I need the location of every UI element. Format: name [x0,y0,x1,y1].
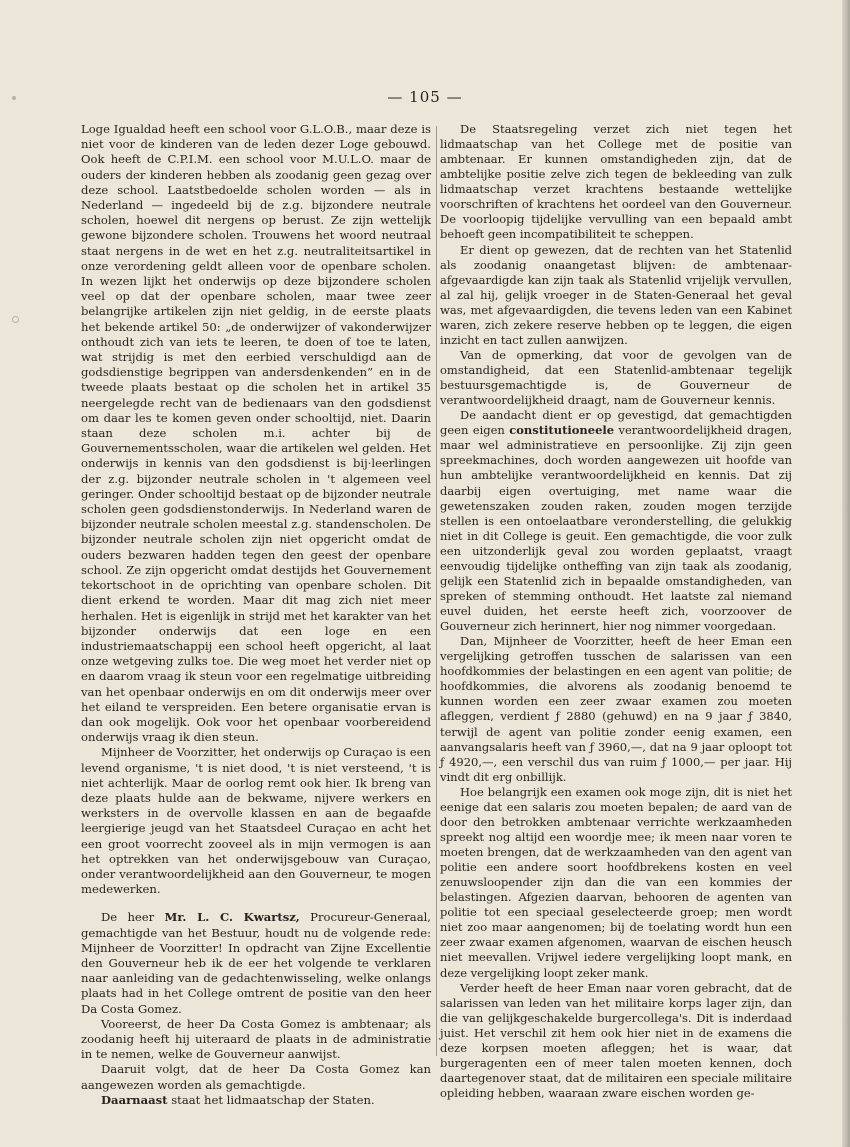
paragraph: Hoe belangrijk een examen ook moge zijn, dit is niet het eenige dat een salaris zou moeten bepalen; de aard van de door den betrokken ambtenaar verrichte werkzaamheden spreekt nog altijd een woordje mee; ik meen naar voren te moeten brengen, dat de werkzaamheden van den agent van politie een andere soort hoofdbrekens kosten en veel zenuwsloopender zijn dan die van een kommies der belastingen. Afgezien daarvan, behooren de agenten van politie tot een speciaal geselecteerde groep; men wordt niet zoo maar aangenomen; bij de toelating wordt hun een zeer zwaar examen afgenomen, waarvan de eischen heusch niet meevallen. Vrijwel iedere vergelijking loopt mank, en deze vergelijking loopt zeker mank. [440,784,792,980]
paragraph: Vooreerst, de heer Da Costa Gomez is ambtenaar; als zoodanig heeft hij uiteraard de plaats in de administratie in te nemen, welke de Gouverneur aanwijst. [81,1016,431,1062]
constitutional-after: verantwoordelijkheid dragen, maar wel administratieve en persoonlijke. Zij zijn geen spreekmachines, doch worden aangewezen uit hoofde van hun ambtelijke verantwoordelijkheid en kennis. Dat zij daarbij eigen overtuiging, met name waar die gewetenszaken zouden raken, zouden mogen terzijde stellen is een ontoelaatbare veronderstelling, die gelukkig niet in dit College is geuit. Een gemachtigde, die voor zulk een uitzonderlijk geval zou worden geplaatst, vraagt eenvoudig tijdelijke ontheffing van zijn taak als zoodanig, gelijk een Statenlid zich in bepaalde omstandigheden, van spreken of stemming onthoudt. Het laatste zal niemand euvel duiden, het eerste heeft zich, voorzoover de Gouverneur zich herinnert, hier nog nimmer voorgedaan. [440,423,792,634]
paragraph: Verder heeft de heer Eman naar voren gebracht, dat de salarissen van leden van het militaire korps lager zijn, dan die van gelijkgeschakelde burgercollega's. Dit is inderdaad juist. Het verschil zit hem ook hier niet in de examens die deze korpsen moeten afleggen; het is waar, dat burgeragenten een of meer talen moeten kennen, doch daartegenover staat, dat de militairen een speciale militaire opleiding hebben, waaraan zware eischen worden ge- [440,980,792,1100]
bold-lead: Daarnaast [101,1092,168,1107]
paragraph: Daaruit volgt, dat de heer Da Costa Gomez kan aangewezen worden als gemachtigde. [81,1062,431,1092]
final-paragraph-rest: staat het lidmaatschap der Staten. [167,1092,375,1107]
paragraph: Van de opmerking, dat voor de gevolgen van de omstandigheid, dat een Statenlid-ambtenaar tegelijk bestuursgemachtigde is, de Gouverneur de verantwoordelijkheid draagt, nam de Gouverneur kennis. [440,347,792,408]
speaker-name: Mr. L. C. Kwartsz, [164,910,300,925]
right-column [440,122,792,1101]
paragraph: Loge Igualdad heeft een school voor G.L.O.B., maar deze is niet voor de kinderen van de leden dezer Loge gebouwd. Ook heeft de C.P.I.M. een school voor M.U.L.O. maar de ouders der kinderen hebben als zoodanig geen gezag over deze school. Laatstbedoelde scholen worden — als in Nederland — ingedeeld bij de z.g. bijzondere neutrale scholen, hoewel dit nergens op berust. Ze zijn wettelijk gewone bijzondere scholen. Trouwens het woord neutraal staat nergens in de wet en het z.g. neutraliteitsartikel in onze verordening geldt alleen voor de openbare scholen. In wezen lijkt het onderwijs op deze bijzondere scholen veel op dat der openbare scholen, maar twee zeer belangrijke artikelen zijn niet geldig, in de eerste plaats het bekende artikel 50: „de onderwijzer of vakonderwijzer onthoudt zich van iets te leeren, te doen of toe te laten, wat strijdig is met den eerbied verschuldigd aan de godsdienstige begrippen van andersdenkenden” en in de tweede plaats bestaat op die scholen het in artikel 35 neergelegde recht van de bedienaars van den godsdienst om daar les te komen geven onder schooltijd, niet. Daarin staan deze scholen m.i. achter bij de Gouvernementsscholen, waar die artikelen wel gelden. Het onderwijs in kennis van den godsdienst is bij·leerlingen der z.g. bijzonder neutrale scholen in 't algemeen veel geringer. Onder schooltijd bestaat op de bijzonder neutrale scholen geen godsdienstonderwijs. In Nederland waren de bijzonder neutrale scholen meestal z.g. standenscholen. De bijzonder neutrale scholen zijn niet opgericht omdat de ouders bezwaren hadden tegen den geest der openbare school. Ze zijn opgericht omdat destijds het Gouvernement tekortschoot in de oprichting van openbare scholen. Dit dient erkend te worden. Maar dit mag zich niet meer herhalen. Het is eigenlijk in strijd met het karakter van het bijzonder onderwijs dat een loge en een industriemaatschappij een school heeft opgericht, al laat onze wetgeving zulks toe. Die weg moet het verder niet op en daarom vraag ik steun voor een regelmatige uitbreiding van het openbaar onderwijs en om dit onderwijs meer over het eiland te verspreiden. Een betere organisatie ervan is dan ook mogelijk. Ook voor het openbaar voorbereidend onderwijs vraag ik dien steun. [81,122,431,745]
speaker-intro-before: De heer [101,910,165,925]
paragraph: Mijnheer de Voorzitter, het onderwijs op Curaçao is een levend organisme, 't is niet dood, 't is niet versteend, 't is niet achterlijk. Maar de oorlog remt ook hier. Ik breng van deze plaats hulde aan de bekwame, nijvere werkers en werksters in de overvolle klassen en aan de begaafde leergierige jeugd van het Staatsdeel Curaçao en acht het een groot voorrecht zooveel als in mijn vermogen is aan het optrekken van het onderwijsgebouw van Curaçao, onder verantwoordelijkheid aan den Gouverneur, te mogen medewerken. [81,745,431,897]
paragraph: De Staatsregeling verzet zich niet tegen het lidmaatschap van het College met de positie van ambtenaar. Er kunnen omstandigheden zijn, dat de ambtelijke positie zelve zich tegen de bekleeding van zulk lidmaatschap verzet krachtens bestaande wettelijke voorschriften of krachtens het oordeel van den Gouverneur. De voorloopig tijdelijke vervulling van een bepaald ambt behoeft geen incompatibiliteit te scheppen. [440,122,792,242]
left-column [81,122,431,1108]
final-paragraph [81,1093,431,1108]
constitutional-bold: constitutioneele [509,423,615,438]
scan-edge [842,0,850,1147]
constitutional-paragraph [440,408,792,634]
speaker-intro-after: Procureur-Generaal, gemachtigde van het Bestuur, houdt nu de volgende rede: Mijnheer de Voorzitter! In opdracht van Zijne Excellentie den Gouverneur heb ik de eer het volgende te verklaren naar aanleiding van de gedachtenwisseling, welke onlangs plaats had in het College omtrent de positie van den heer Da Costa Gomez. [81,910,431,1016]
speaker-intro-paragraph [81,910,431,1016]
constitutional-before: De aandacht dient er op gevestigd, dat gemachtigden geen eigen [440,408,792,438]
punch-hole-mark [12,316,19,323]
page-number: — 105 — [387,88,463,106]
column-divider [436,126,437,1056]
paragraph: Dan, Mijnheer de Voorzitter, heeft de heer Eman een vergelijking getroffen tusschen de salarissen van een hoofdkommies der belastingen en een agent van politie; de hoofdkommies, die alvorens als zoodanig benoemd te kunnen worden een zeer zwaar examen zou moeten afleggen, verdient ƒ 2880 (gehuwd) en na 9 jaar ƒ 3840, terwijl de agent van politie zonder eenig examen, een aanvangsalaris heeft van ƒ 3960,—, dat na 9 jaar oploopt tot ƒ 4920,—, een verschil dus van ruim ƒ 1000,— per jaar. Hij vindt dit erg onbillijk. [440,634,792,784]
paragraph: Er dient op gewezen, dat de rechten van het Statenlid als zoodanig onaangetast blijven: de ambtenaar-afgevaardigde kan zijn taak als Statenlid vrijelijk vervullen, al zal hij, gelijk vroeger in de Staten-Generaal het geval was, met afgevaardigden, die tevens leden van een Kabinet waren, zich zekere reserve hebben op te leggen, die eigen inzicht en tact zullen aanwijzen. [440,242,792,347]
